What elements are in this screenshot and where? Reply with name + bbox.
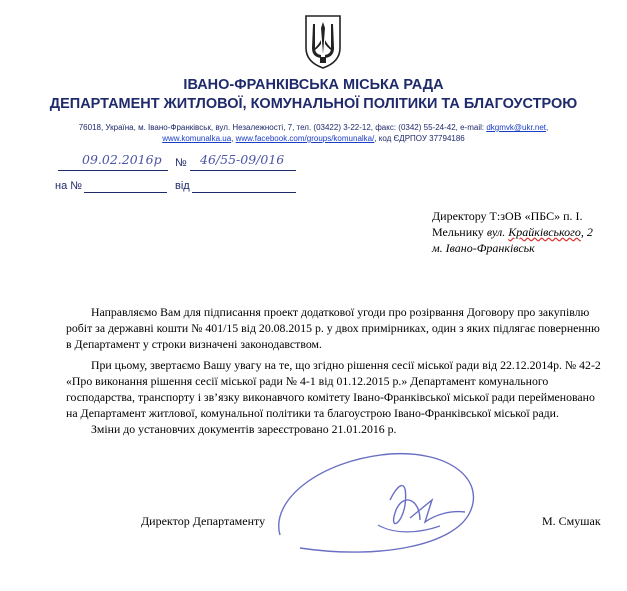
addressee-name: Мельнику <box>432 225 487 239</box>
department-name: ДЕПАРТАМЕНТ ЖИТЛОВОЇ, КОМУНАЛЬНОЇ ПОЛІТИКИ ТА БЛАГОУСТРОЮ <box>49 96 578 112</box>
body-paragraph-3 <box>66 421 586 437</box>
paragraph-line: При цьому, звертаємо Вашу увагу на те, що згідно рішення сесії міської ради від 22.12.2014р. № 42-2 <box>91 358 601 372</box>
ref-date-underline <box>192 192 296 193</box>
addressee-line-3 <box>432 241 535 256</box>
signatory-title: Директор Департаменту <box>141 514 266 528</box>
address-line-1 <box>0 123 627 132</box>
website-link[interactable]: www.komunalka.ua <box>162 134 232 143</box>
number-label: № <box>175 157 187 169</box>
addressee-line-2 <box>432 225 593 240</box>
org-name: ІВАНО-ФРАНКІВСЬКА МІСЬКА РАДА <box>183 77 444 93</box>
edrpou-code: , код ЄДРПОУ 37794186 <box>374 134 465 143</box>
street-name: Крайківського <box>508 225 581 239</box>
ref-number-underline <box>84 192 167 193</box>
house-number: , 2 <box>580 225 593 239</box>
address-separator: , <box>231 134 236 143</box>
paragraph-line: «Про виконання рішення сесії міської ради № 4-1 від 01.12.2015 р.» Департамент комунального <box>66 374 549 388</box>
body-paragraph-2 <box>66 357 601 421</box>
number-underline <box>190 170 296 171</box>
ref-date-label: від <box>175 180 190 192</box>
address-text: 76018, Україна, м. Івано-Франківськ, вул. Незалежності, 7, тел. (03422) 3-22-12, факс: (0342) 55-24-42, e-mail: <box>78 123 487 132</box>
date-underline <box>58 170 168 171</box>
handwritten-number: 46/55-09/016 <box>200 152 285 167</box>
ref-number-label: на № <box>55 180 83 192</box>
handwritten-signature <box>260 440 490 580</box>
email-link[interactable]: dkgmvk@ukr.net <box>486 123 547 132</box>
paragraph-line: в Департамент у строки визначені законодавством. <box>66 337 322 351</box>
addressee-city: м. Івано-Франківськ <box>432 241 535 255</box>
paragraph-line: робіт за державні кошти № 401/15 від 20.08.2015 р. у двох примірниках, один з яких підлягає поверненню <box>66 321 600 335</box>
paragraph-line: Зміни до установчих документів зареєстровано 21.01.2016 р. <box>91 422 397 436</box>
paragraph-line: на Департамент житлової, комунальної політики та благоустрою Івано-Франківської міської ради. <box>66 406 559 420</box>
signatory-name: М. Смушак <box>542 514 601 528</box>
facebook-link[interactable]: www.facebook.com/groups/komunalka/ <box>235 134 375 143</box>
address-line-2 <box>0 134 627 143</box>
trident-coat-of-arms-icon <box>303 14 343 70</box>
street-prefix: вул. <box>486 225 509 239</box>
handwritten-date: 09.02.2016р <box>82 152 162 167</box>
body-paragraph-1 <box>66 304 600 352</box>
paragraph-line: господарства, транспорту і зв’язку виконавчого комітету Івано-Франківської міської ради перейменовано <box>66 390 595 404</box>
address-comma: , <box>546 123 549 132</box>
paragraph-line: Направляємо Вам для підписання проект додаткової угоди про розірвання Договору про закупівлю <box>91 305 590 319</box>
addressee-line-1: Директору Т:зОВ «ПБС» п. І. <box>432 209 583 223</box>
